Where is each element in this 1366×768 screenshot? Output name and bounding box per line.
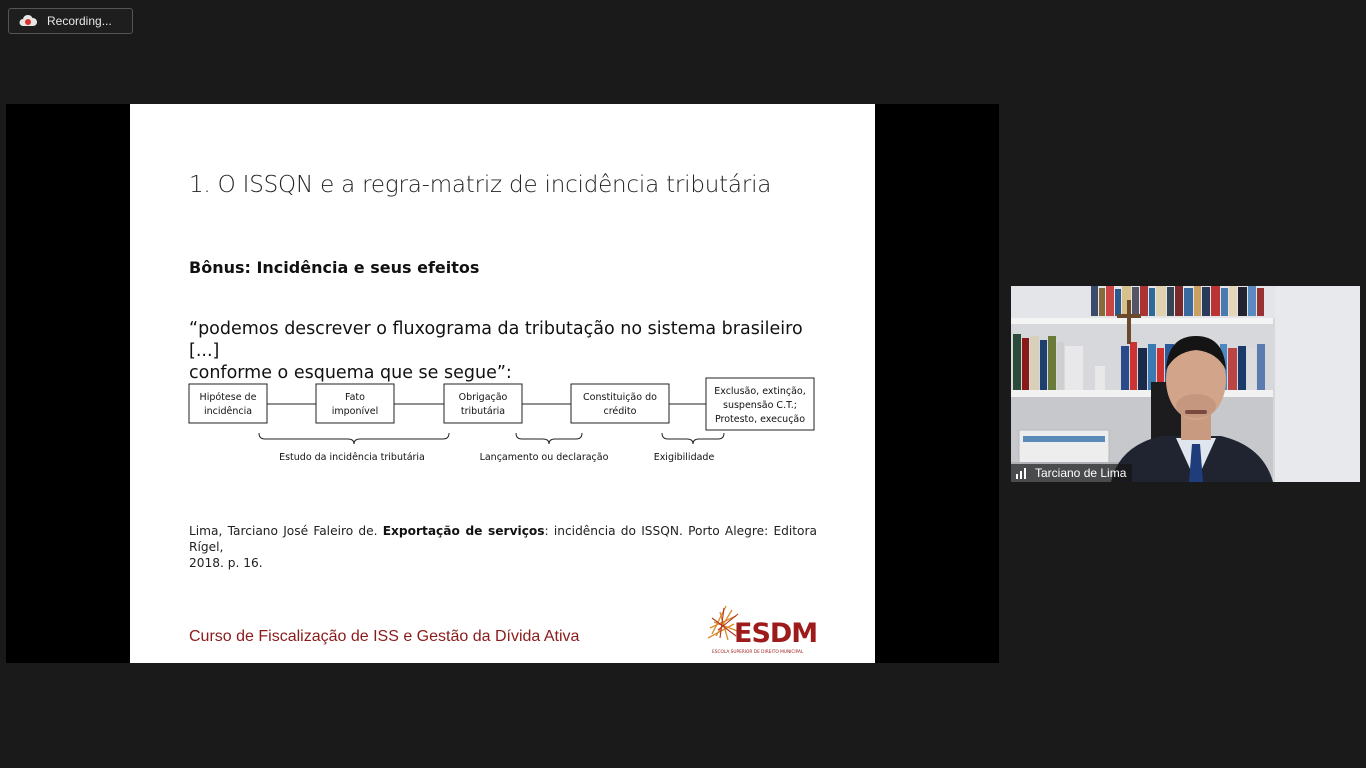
flow-box-4-line-2: crédito: [603, 406, 637, 417]
flow-box-5-line-3: Protesto, execução: [714, 414, 806, 425]
slide-title: 1. O ISSQN e a regra-matriz de incidência tributária: [189, 172, 772, 198]
flow-bracket-2: [516, 433, 582, 444]
flow-box-5-line-1: Exclusão, extinção,: [714, 386, 806, 397]
reference-rest: : incidência do ISSQN. Porto Alegre: Editora Rígel,: [189, 524, 817, 554]
recording-cloud-icon: [19, 14, 37, 28]
recording-indicator[interactable]: [8, 8, 133, 34]
flow-box-1-line-2: incidência: [203, 406, 253, 417]
esdm-logo: [706, 602, 832, 656]
flow-box-1: [189, 384, 267, 423]
flow-bracket-3: [662, 433, 724, 444]
participant-name-label: [1011, 464, 1132, 482]
flow-bracket-label-1: Estudo da incidência tributária: [279, 452, 425, 463]
flow-box-3: [444, 384, 522, 423]
taxation-flowchart: [130, 104, 875, 484]
flow-box-3-line-2: tributária: [460, 406, 506, 417]
slide-subtitle: Bônus: Incidência e seus efeitos: [189, 258, 480, 277]
reference-book-title: Exportação de serviços: [382, 524, 545, 538]
flow-box-4-line-1: Constituição do: [583, 392, 657, 403]
flow-box-2: [316, 384, 394, 423]
quote-line-2: conforme o esquema que se segue”:: [189, 363, 512, 383]
reference-author: Lima, Tarciano José Faleiro de.: [189, 524, 383, 538]
flow-box-1-line-1: Hipótese de: [199, 392, 257, 403]
crucifix: [1127, 300, 1131, 344]
course-footer: Curso de Fiscalização de ISS e Gestão da Dívida Ativa: [189, 628, 580, 645]
flow-bracket-label-2: Lançamento ou declaração: [479, 452, 609, 463]
participant-video-feed: [1011, 286, 1360, 482]
signal-strength-icon: [1015, 467, 1029, 479]
flow-box-3-line-1: Obrigação: [458, 392, 508, 403]
shared-screen: [6, 104, 999, 663]
flow-box-5-line-2: suspensão C.T.;: [723, 400, 797, 411]
svg-text:ESDM: ESDM: [734, 618, 818, 649]
participant-video-tile[interactable]: [1011, 286, 1360, 482]
flow-box-2-line-1: Fato: [345, 392, 365, 403]
bibliographic-reference: [189, 523, 817, 571]
recording-label: Recording...: [47, 14, 112, 28]
flow-box-4: [571, 384, 669, 423]
flow-box-2-line-2: imponível: [331, 406, 379, 417]
presentation-slide: [130, 104, 875, 663]
participant-name: Tarciano de Lima: [1035, 466, 1127, 480]
svg-text:ESCOLA SUPERIOR DE DIREITO MUN: ESCOLA SUPERIOR DE DIREITO MUNICIPAL: [712, 650, 804, 655]
flow-bracket-label-3: Exigibilidade: [653, 452, 715, 463]
quote-line-1: “podemos descrever o fluxograma da tributação no sistema brasileiro [...]: [189, 319, 803, 361]
flow-bracket-1: [259, 433, 449, 444]
reference-year-page: 2018. p. 16.: [189, 556, 263, 570]
